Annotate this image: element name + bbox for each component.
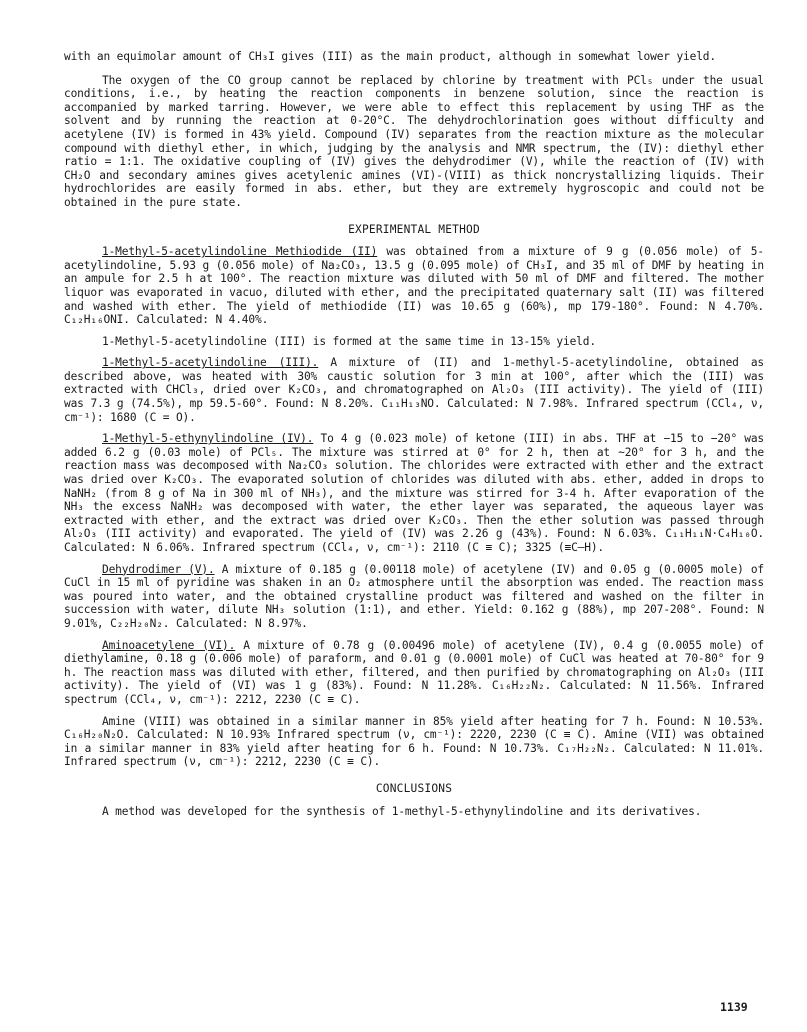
section-body: A mixture of 0.185 g (0.00118 mole) of acetylene (IV) and 0.05 g (0.0005 mole) of CuCl in 15 ml of pyridine was shaken in an O₂ atmosphere until the absorption was ended. The reaction mass was poured into water, and the obtained crystalline product was filtered and washed on the filter in succession with water, dilute NH₃ solution (1:1), and ether. Yield: 0.162 g (88%), mp 207-208°. Found: N 9.01%, C₂₂H₂₀N₂. Calculated: N 8.97%. [64,562,764,630]
section-methiodide [64,245,764,327]
section-title: Aminoacetylene (VI). [102,638,236,652]
section-body: A mixture of (II) and 1-methyl-5-acetylindoline, obtained as described above, was heated with 30% caustic solution for 3 min at 100°, after which the (III) was extracted with CHCl₃, dried over K₂CO₃, and chromatographed on Al₂O₃ (III activity). The yield of (III) was 7.3 g (74.5%), mp 59.5-60°. Found: N 8.20%. C₁₁H₁₃NO. Calculated: N 7.98%. Infrared spectrum (CCl₄, ν, cm⁻¹): 1680 (C = O). [64,356,765,424]
section-amines: Amine (VIII) was obtained in a similar manner in 85% yield after heating for 7 h. Found: N 10.53%. C₁₆H₂₀N₂O. Calculated: N 10.93% Infrared spectrum (ν, cm⁻¹): 2220, 2230 (C ≡ C). Amine (VII) was obtained in a similar manner in 83% yield after heating for 6 h. Found: N 10.73%. C₁₇H₂₂N₂. Calculated: N 11.01%. Infrared spectrum (ν, cm⁻¹): 2212, 2230 (C ≡ C). [64,714,764,769]
section-byproduct-note: 1-Methyl-5-acetylindoline (III) is formed at the same time in 13-15% yield. [102,334,596,348]
page-number: 1139 [720,1000,748,1014]
section-dehydrodimer [64,563,764,631]
section-title: Dehydrodimer (V). [102,562,215,576]
section-body: was obtained from a mixture of 9 g (0.056 mole) of 5-acetylindoline, 5.93 g (0.056 mole) of Na₂CO₃, 13.5 g (0.095 mole) of CH₃I, and 35 ml of DMF by heating in an ampule for 2.5 h at 100°. The reaction mixture was diluted with 50 ml of DMF and filtered. The mother liquor was evaporated in vacuo, diluted with ether, and the precipitated quaternary salt (II) was filtered and washed with ether. The yield of methiodide (II) was 10.65 g (60%), mp 179-180°. Found: N 4.70%. C₁₂H₁₆ONI. Calculated: N 4.40%. [64,245,764,327]
section-acetylindoline [64,356,764,424]
section-aminoacetylene [64,639,764,707]
section-body: To 4 g (0.023 mole) of ketone (III) in abs. THF at −15 to −20° was added 6.2 g (0.03 mole) of PCl₅. The mixture was stirred at 0° for 2 h, then at ~20° for 3 h, and the reaction mass was decomposed with Na₂CO₃ solution. The chlorides were extracted with ether and the extract was dried over K₂CO₃. The evaporated solution of chlorides was diluted with abs. ether, added in drops to NaNH₂ (from 8 g of Na in 300 ml of NH₃), and the mixture was stirred for 3-4 h. After evaporation of the NH₃ the excess NaNH₂ was decomposed with water, the ether layer was separated, the aqueous layer was extracted with ether, and the extract was dried over K₂CO₃. Then the ether solution was passed through Al₂O₃ (III activity) and evaporated. The yield of (IV) was 2.26 g (43%). Found: N 6.03%. C₁₁H₁₁N·C₄H₁₀O. Calculated: N 6.06%. Infrared spectrum (CCl₄, ν, cm⁻¹): 2110 (C ≡ C); 3325 (≡C–H). [64,432,764,554]
experimental-heading: EXPERIMENTAL METHOD [348,222,480,236]
conclusions-paragraph: A method was developed for the synthesis of 1-methyl-5-ethynylindoline and its derivatives. [102,804,702,818]
conclusions-heading: CONCLUSIONS [375,781,453,795]
page-body [64,50,764,818]
section-title: 1-Methyl-5-acetylindoline Methiodide (II) [102,245,378,259]
section-title: 1-Methyl-5-acetylindoline (III). [102,356,319,370]
section-title: 1-Methyl-5-ethynylindoline (IV). [102,432,314,446]
intro-paragraph-2: The oxygen of the CO group cannot be replaced by chlorine by treatment with PCl₅ under the usual conditions, i.e., by heating the reaction components in benzene solution, since the reaction is accompanied by marked tarring. However, we were able to effect this replacement by using THF as the solvent and by running the reaction at 0-20°C. The dehydrochlorination goes without difficulty and acetylene (IV) is formed in 43% yield. Compound (IV) separates from the reaction mixture as the molecular compound with diethyl ether, in which, judging by the analysis and NMR spectrum, the (IV): diethyl ether ratio = 1:1. The oxidative coupling of (IV) gives the dehydrodimer (V), while the reaction of (IV) with CH₂O and secondary amines gives acetylenic amines (VI)-(VIII) as thick noncrystallizing liquids. Their hydrochlorides are easily formed in abs. ether, but they are extremely hygroscopic and could not be obtained in the pure state. [64,73,764,209]
section-body: A mixture of 0.78 g (0.00496 mole) of acetylene (IV), 0.4 g (0.0055 mole) of diethylamine, 0.18 g (0.006 mole) of paraform, and 0.01 g (0.0001 mole) of CuCl was heated at 70-80° for 9 h. The reaction mass was diluted with ether, filtered, and then purified by chromatographing on Al₂O₃ (III activity). The yield of (VI) was 1 g (83%). Found: N 11.28%. C₁₆H₂₂N₂. Calculated: N 11.56%. Infrared spectrum (CCl₄, ν, cm⁻¹): 2212, 2230 (C ≡ C). [64,638,764,706]
section-ethynylindoline [64,432,764,554]
intro-paragraph-1: with an equimolar amount of CH₃I gives (III) as the main product, although in somewhat lower yield. [64,50,716,63]
